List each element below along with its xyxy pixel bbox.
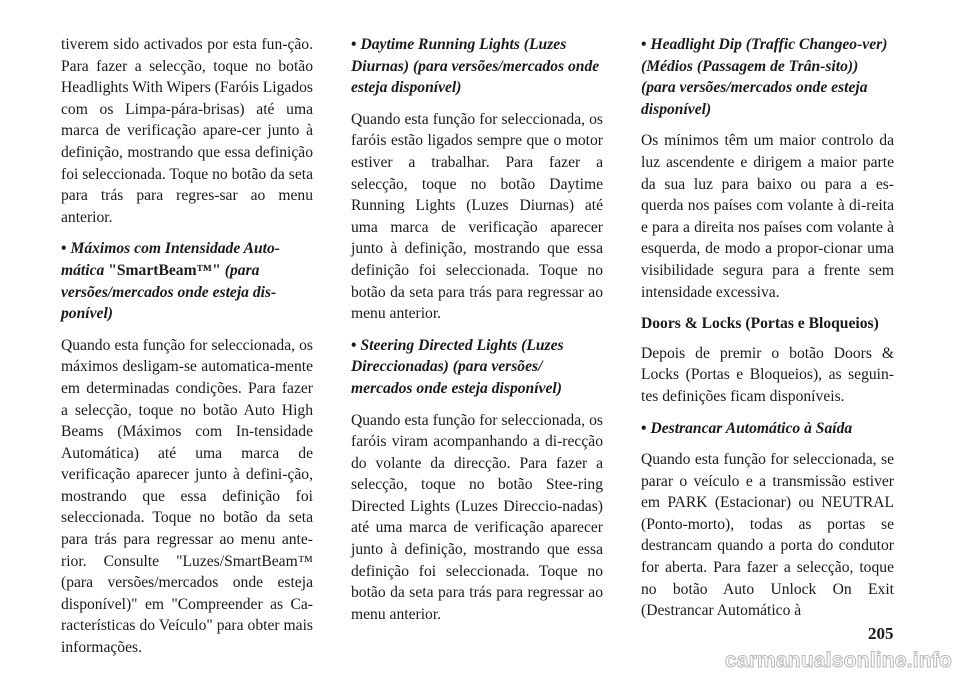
bullet-icon: • <box>641 36 647 53</box>
heading-text: Destrancar Automático à Saída <box>650 419 853 437</box>
bullet-heading-smartbeam <box>61 238 313 324</box>
page-number: 205 <box>868 624 894 643</box>
paragraph-doors-locks-intro: Depois de premir o botão Doors & Locks (Portas e Bloqueios), as seguin-tes definições ficam disponíveis. <box>641 344 894 405</box>
column-right <box>641 34 894 622</box>
bullet-icon: • <box>61 240 67 258</box>
paragraph-steering-directed-lights: Quando esta função for seleccionada, os faróis viram acompanhando a di-recção do volante da direcção. Para fazer a selecção, toque no botão Stee-ring Directed Lights (Luzes Direccio-nadas) até uma marca de verificação aparecer junto à definição, mostrando que essa definição foi seleccionada. Toque no botão da seta para trás para regressar ao menu anterior. <box>351 411 603 623</box>
paragraph-auto-high-beams: Quando esta função for seleccionada, os máximos desligam-se automatica-mente em determinadas condições. Para fazer a selecção, toque no botão Auto High Beams (Máximos com In-tensidade Automática) até uma marca de verificação aparecer junto à defini-ção, mostrando que essa definição foi seleccionada. Toque no botão da seta para trás para regressar ao menu ante-rior. Consulte "Luzes/SmartBeam™ (para versões/mercados onde esteja disponível)" em "Compreender as Ca-racterísticas do Veículo" para obter mais informações. <box>61 336 313 657</box>
column-left <box>61 34 313 669</box>
bullet-heading-auto-unlock <box>641 418 894 440</box>
heading-text-part-1: Máximos com Intensidade Auto-mática <box>61 240 280 279</box>
paragraph-headlights-with-wipers: tiverem sido activados por esta fun-ção. Para fazer a selecção, toque no botão Headlights With Wipers (Faróis Ligados com os Limpa-pára-brisas) até uma marca de verificação apare-cer junto à definição, mostrando que essa definição foi seleccionada. Toque no botão da seta para trás para regres-sar ao menu anterior. <box>61 36 313 226</box>
bullet-icon: • <box>351 336 357 354</box>
bullet-heading-steering-directed-lights <box>351 335 603 400</box>
heading-text-part-2: (para versões/mercados onde esteja dis-ponível) <box>61 261 277 323</box>
section-heading-doors-locks: Doors & Locks (Portas e Bloqueios) <box>641 315 879 333</box>
bullet-icon: • <box>641 419 647 437</box>
paragraph-headlight-dip: Os mínimos têm um maior controlo da luz ascendente e dirigem a maior parte da sua luz para baixo ou para a es-querda nos países com volante à di-reita e para a direita nos países com volante à esquerda, de modo a propor-cionar uma visibilidade segura para a frente sem intensidade excessiva. <box>641 132 894 301</box>
paragraph-auto-unlock: Quando esta função for seleccionada, se parar o veículo e a transmissão estiver em PARK (Estacionar) ou NEUTRAL (Ponto-morto), todas as portas se destrancam quando a porta do condutor for aberta. Para fazer a selecção, toque no botão Auto Unlock On Exit (Destrancar Automático à <box>641 451 894 620</box>
watermark-logo: carmanualsonline.info <box>724 649 952 672</box>
bullet-icon: • <box>351 36 357 53</box>
heading-text: Daytime Running Lights (Luzes Diurnas) (para versões/mercados onde esteja disponível) <box>351 36 600 97</box>
bullet-heading-daytime-running-lights <box>351 34 603 99</box>
heading-text: Headlight Dip (Traffic Changeo-ver) (Médios (Passagem de Trân-sito)) (para versões/mercados onde esteja disponível) <box>641 36 888 118</box>
bullet-heading-headlight-dip <box>641 34 894 120</box>
heading-text: Steering Directed Lights (Luzes Direccionadas) (para versões/ mercados onde esteja disponível) <box>351 336 564 397</box>
column-middle <box>351 34 603 635</box>
heading-text-smartbeam: "SmartBeam™" <box>108 261 221 279</box>
paragraph-daytime-running-lights: Quando esta função for seleccionada, os faróis estão ligados sempre que o motor estiver a trabalhar. Para fazer a selecção, toque no botão Daytime Running Lights (Luzes Diurnas) até uma marca de verificação aparecer junto à definição, mostrando que essa definição foi seleccionada. Toque no botão da seta para trás para regressar ao menu anterior. <box>351 110 603 323</box>
